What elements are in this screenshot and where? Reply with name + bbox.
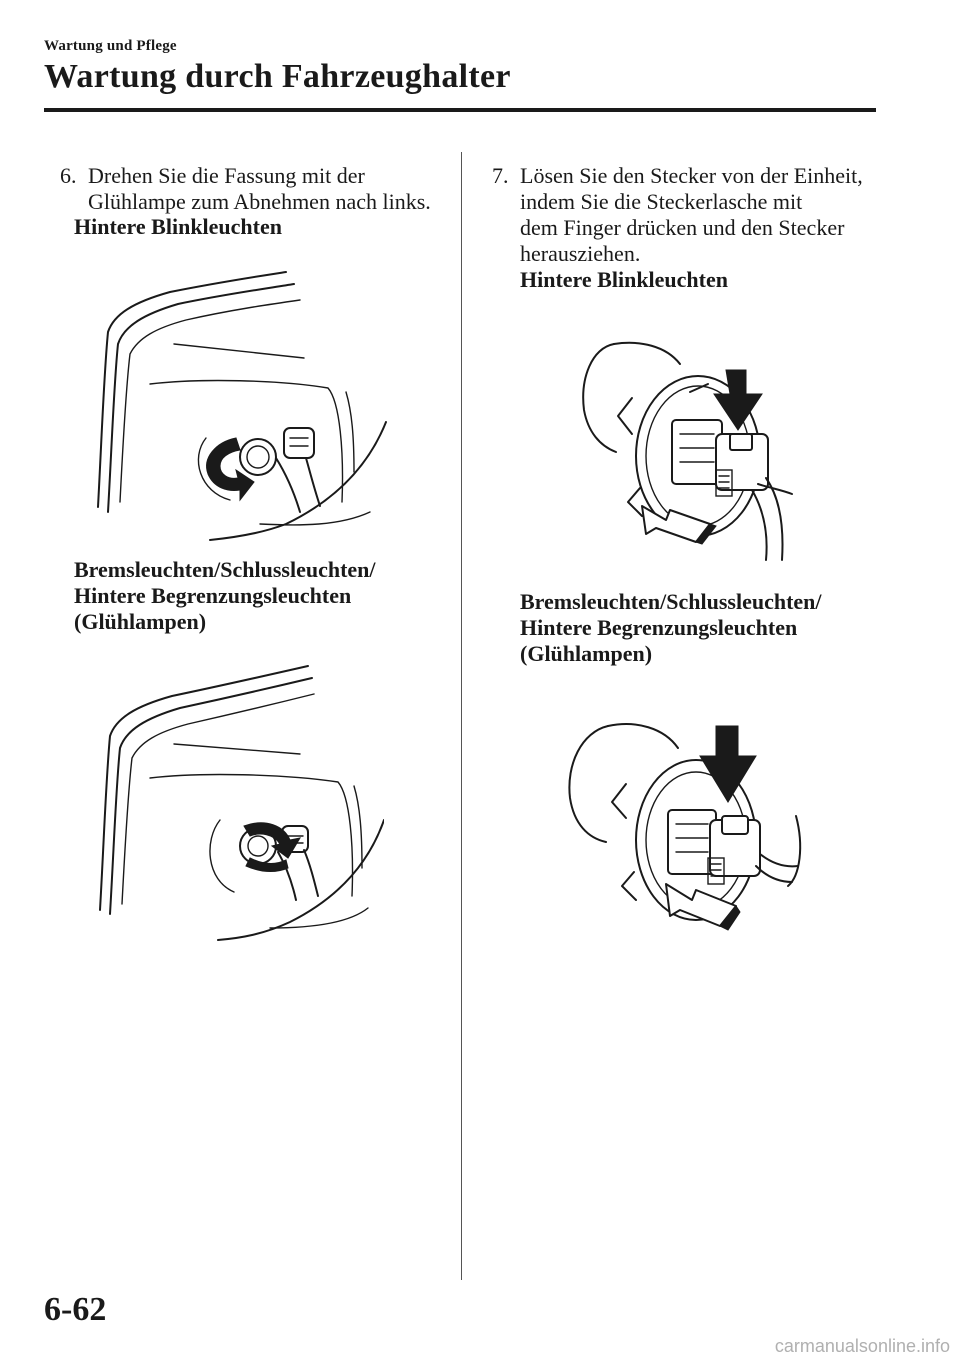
subheading-rear-turn-signals: Hintere Blinkleuchten <box>74 214 282 239</box>
figure-turn-signal-rotate-socket <box>90 262 410 542</box>
section-label: Wartung und Pflege <box>44 38 177 54</box>
figure-brake-light-connector-removal <box>560 706 810 942</box>
step-text-line: Glühlampe zum Abnehmen nach links. <box>88 189 431 214</box>
step-text-line: Drehen Sie die Fassung mit der <box>88 163 365 188</box>
subheading-brake-tail-lights: Bremsleuchten/Schlussleuchten/ Hintere Begrenzungsleuchten (Glühlampen) <box>74 557 376 634</box>
subheading-rear-turn-signals: Hintere Blinkleuchten <box>520 267 728 292</box>
watermark: carmanualsonline.info <box>774 1336 950 1356</box>
step-text-line: dem Finger drücken und den Stecker <box>520 215 845 240</box>
column-divider <box>461 152 462 1280</box>
step-text-line: herausziehen. <box>520 241 641 266</box>
step-number: 6. <box>60 163 77 188</box>
step-number: 7. <box>492 163 509 188</box>
figure-turn-signal-connector-removal <box>570 338 810 568</box>
page-number: 6-62 <box>44 1291 107 1328</box>
page-title: Wartung durch Fahrzeughalter <box>44 58 511 95</box>
step-text-line: Lösen Sie den Stecker von der Einheit, <box>520 163 863 188</box>
step-text-line: indem Sie die Steckerlasche mit <box>520 189 803 214</box>
header-divider <box>44 108 876 112</box>
figure-brake-light-rotate-socket <box>94 660 384 950</box>
subheading-brake-tail-lights: Bremsleuchten/Schlussleuchten/ Hintere Begrenzungsleuchten (Glühlampen) <box>520 589 822 666</box>
